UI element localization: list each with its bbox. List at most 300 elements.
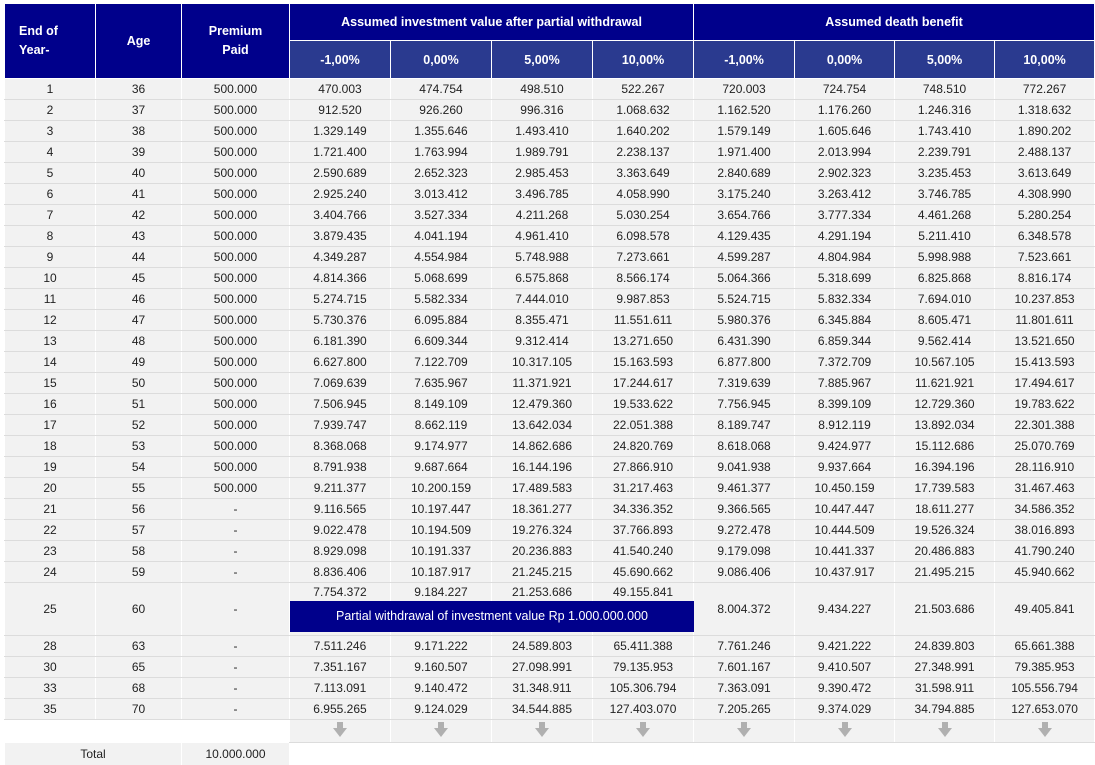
- cell-death-0: 9.421.222: [795, 636, 895, 657]
- cell-inv-0: 8.149.109: [391, 394, 492, 415]
- cell-year: 3: [5, 121, 96, 142]
- cell-death-0: 4.291.194: [795, 226, 895, 247]
- cell-death-neg1: 7.205.265: [694, 699, 795, 720]
- cell-age: 36: [96, 79, 182, 100]
- cell-inv-neg1: 912.520: [290, 100, 391, 121]
- cell-death-5: 6.825.868: [895, 268, 995, 289]
- down-arrow-icon: [434, 728, 448, 737]
- cell-premium: 500.000: [182, 352, 290, 373]
- table-row: [5, 289, 1095, 310]
- cell-inv-10: 1.068.632: [593, 100, 694, 121]
- cell-death-10: 6.348.578: [995, 226, 1095, 247]
- cell-death-5: 9.562.414: [895, 331, 995, 352]
- withdrawal-value: 9.184.227: [391, 585, 491, 599]
- total-row: [5, 743, 1095, 765]
- cell-death-0: 7.372.709: [795, 352, 895, 373]
- cell-year: 1: [5, 79, 96, 100]
- cell-inv-5: 13.642.034: [492, 415, 593, 436]
- cell-inv-0: 5.582.334: [391, 289, 492, 310]
- empty-cell: [182, 720, 290, 743]
- cell-death-5: 20.486.883: [895, 541, 995, 562]
- cell-inv-5: 9.312.414: [492, 331, 593, 352]
- cell-premium: 500.000: [182, 436, 290, 457]
- cell-age: 58: [96, 541, 182, 562]
- cell-death-5: 11.621.921: [895, 373, 995, 394]
- cell-death-5: 5.211.410: [895, 226, 995, 247]
- cell-inv-neg1: 9.022.478: [290, 520, 391, 541]
- cell-death-neg1: 7.756.945: [694, 394, 795, 415]
- cell-inv-10: 6.098.578: [593, 226, 694, 247]
- table-row: [5, 678, 1095, 699]
- cell-death-0: 6.859.344: [795, 331, 895, 352]
- cell-inv-0: 1.355.646: [391, 121, 492, 142]
- cell-inv-5: 1.493.410: [492, 121, 593, 142]
- cell-death-0: 7.885.967: [795, 373, 895, 394]
- cell-age: 49: [96, 352, 182, 373]
- cell-premium: -: [182, 520, 290, 541]
- cell-premium: 500.000: [182, 226, 290, 247]
- cell-inv-10: 4.058.990: [593, 184, 694, 205]
- cell-inv-0: 6.609.344: [391, 331, 492, 352]
- cell-inv-5: 18.361.277: [492, 499, 593, 520]
- cell-age: 70: [96, 699, 182, 720]
- cell-inv-10: 27.866.910: [593, 457, 694, 478]
- cell-inv-5: 6.575.868: [492, 268, 593, 289]
- arrow-cell: [290, 720, 391, 743]
- cell-death-10: 31.467.463: [995, 478, 1095, 499]
- cell-inv-0: 3.527.334: [391, 205, 492, 226]
- cell-inv-10: 37.766.893: [593, 520, 694, 541]
- cell-inv-10: 79.135.953: [593, 657, 694, 678]
- cell-death-5: 748.510: [895, 79, 995, 100]
- cell-inv-10: 2.238.137: [593, 142, 694, 163]
- cell-inv-10: 11.551.611: [593, 310, 694, 331]
- cell-age: 42: [96, 205, 182, 226]
- cell-year: 9: [5, 247, 96, 268]
- cell-death-10: 4.308.990: [995, 184, 1095, 205]
- cell-death-neg1: 9.461.377: [694, 478, 795, 499]
- cell-death-5: 21.495.215: [895, 562, 995, 583]
- cell-year: 21: [5, 499, 96, 520]
- cell-death-0: 8.912.119: [795, 415, 895, 436]
- cell-year: 28: [5, 636, 96, 657]
- cell-inv-neg1: 7.069.639: [290, 373, 391, 394]
- header-rate-inv-neg1: -1,00%: [290, 41, 391, 79]
- cell-inv-0: 3.013.412: [391, 184, 492, 205]
- cell-inv-5: 3.496.785: [492, 184, 593, 205]
- cell-year: 20: [5, 478, 96, 499]
- cell-year: 7: [5, 205, 96, 226]
- cell-death-0: 10.444.509: [795, 520, 895, 541]
- cell-year: 2: [5, 100, 96, 121]
- cell-age: 65: [96, 657, 182, 678]
- cell-death-5: 19.526.324: [895, 520, 995, 541]
- header-rate-death-neg1: -1,00%: [694, 41, 795, 79]
- cell-premium: 500.000: [182, 268, 290, 289]
- cell-inv-neg1: 7.351.167: [290, 657, 391, 678]
- table-row: [5, 499, 1095, 520]
- cell-inv-5: 14.862.686: [492, 436, 593, 457]
- cell-year: 25: [5, 583, 96, 636]
- cell-age: 54: [96, 457, 182, 478]
- cell-age: 60: [96, 583, 182, 636]
- table-row: [5, 352, 1095, 373]
- cell-death-0: 9.937.664: [795, 457, 895, 478]
- table-row: [5, 373, 1095, 394]
- cell-inv-10: 41.540.240: [593, 541, 694, 562]
- cell-premium: 500.000: [182, 478, 290, 499]
- cell-inv-neg1: 7.511.246: [290, 636, 391, 657]
- cell-inv-neg1: 3.879.435: [290, 226, 391, 247]
- cell-death-0: 9.424.977: [795, 436, 895, 457]
- down-arrow-icon: [1038, 728, 1052, 737]
- cell-death-5: 8.605.471: [895, 310, 995, 331]
- arrow-cell: [593, 720, 694, 743]
- cell-death-0: 1.605.646: [795, 121, 895, 142]
- cell-inv-0: 8.662.119: [391, 415, 492, 436]
- cell-inv-5: 20.236.883: [492, 541, 593, 562]
- cell-death-neg1: 9.041.938: [694, 457, 795, 478]
- cell-death-10: 19.783.622: [995, 394, 1095, 415]
- table-row: [5, 121, 1095, 142]
- cell-inv-neg1: 6.955.265: [290, 699, 391, 720]
- table-row: [5, 226, 1095, 247]
- cell-inv-neg1: [290, 583, 391, 636]
- cell-inv-5: 24.589.803: [492, 636, 593, 657]
- cell-premium: 500.000: [182, 205, 290, 226]
- cell-death-5: 12.729.360: [895, 394, 995, 415]
- cell-death-10: 38.016.893: [995, 520, 1095, 541]
- cell-year: 13: [5, 331, 96, 352]
- cell-inv-5: 996.316: [492, 100, 593, 121]
- cell-death-5: 18.611.277: [895, 499, 995, 520]
- cell-inv-neg1: 5.730.376: [290, 310, 391, 331]
- header-rate-inv-5: 5,00%: [492, 41, 593, 79]
- table-row: [5, 541, 1095, 562]
- cell-death-neg1: 9.086.406: [694, 562, 795, 583]
- table-row: [5, 205, 1095, 226]
- withdrawal-row: [5, 583, 1095, 636]
- cell-inv-neg1: 6.627.800: [290, 352, 391, 373]
- total-premium-value: 10.000.000: [182, 743, 290, 765]
- cell-inv-5: 2.985.453: [492, 163, 593, 184]
- cell-inv-10: 5.030.254: [593, 205, 694, 226]
- cell-death-5: 15.112.686: [895, 436, 995, 457]
- cell-inv-10: 45.690.662: [593, 562, 694, 583]
- table-row: [5, 699, 1095, 720]
- down-arrow-icon: [938, 728, 952, 737]
- cell-age: 41: [96, 184, 182, 205]
- arrow-cell: [694, 720, 795, 743]
- cell-death-10: 34.586.352: [995, 499, 1095, 520]
- partial-withdrawal-banner: Partial withdrawal of investment value Rp 1.000.000.000: [290, 601, 694, 632]
- cell-premium: -: [182, 562, 290, 583]
- cell-year: 23: [5, 541, 96, 562]
- cell-age: 39: [96, 142, 182, 163]
- cell-inv-0: 9.160.507: [391, 657, 492, 678]
- cell-death-0: 10.441.337: [795, 541, 895, 562]
- cell-death-neg1: 1.162.520: [694, 100, 795, 121]
- cell-death-neg1: 2.840.689: [694, 163, 795, 184]
- cell-inv-neg1: 3.404.766: [290, 205, 391, 226]
- cell-inv-neg1: 8.929.098: [290, 541, 391, 562]
- cell-inv-0: 1.763.994: [391, 142, 492, 163]
- cell-inv-0: 6.095.884: [391, 310, 492, 331]
- cell-death-neg1: 6.431.390: [694, 331, 795, 352]
- cell-inv-0: 9.174.977: [391, 436, 492, 457]
- cell-inv-5: 34.544.885: [492, 699, 593, 720]
- cell-inv-0: 9.687.664: [391, 457, 492, 478]
- cell-inv-0: 10.197.447: [391, 499, 492, 520]
- cell-inv-5: 4.211.268: [492, 205, 593, 226]
- cell-inv-neg1: 4.814.366: [290, 268, 391, 289]
- cell-death-neg1: 4.129.435: [694, 226, 795, 247]
- cell-age: 50: [96, 373, 182, 394]
- total-label: Total: [5, 743, 182, 765]
- table-row: [5, 268, 1095, 289]
- cell-inv-neg1: 9.116.565: [290, 499, 391, 520]
- cell-inv-10: 17.244.617: [593, 373, 694, 394]
- cell-inv-neg1: 5.274.715: [290, 289, 391, 310]
- cell-age: 52: [96, 415, 182, 436]
- header-premium-paid: Premium Paid: [182, 4, 290, 79]
- cell-death-0: 3.263.412: [795, 184, 895, 205]
- cell-inv-5: 12.479.360: [492, 394, 593, 415]
- cell-death-10: 15.413.593: [995, 352, 1095, 373]
- cell-age: 47: [96, 310, 182, 331]
- cell-death-10: 8.816.174: [995, 268, 1095, 289]
- cell-year: 22: [5, 520, 96, 541]
- withdrawal-value: 7.754.372: [290, 585, 390, 599]
- down-arrow-icon: [737, 728, 751, 737]
- cell-year: 24: [5, 562, 96, 583]
- cell-inv-0: 2.652.323: [391, 163, 492, 184]
- cell-death-5: 5.998.988: [895, 247, 995, 268]
- cell-inv-neg1: 8.791.938: [290, 457, 391, 478]
- cell-year: 30: [5, 657, 96, 678]
- cell-inv-5: 19.276.324: [492, 520, 593, 541]
- cell-death-5: 27.348.991: [895, 657, 995, 678]
- cell-inv-10: 13.271.650: [593, 331, 694, 352]
- cell-death-neg1: 5.980.376: [694, 310, 795, 331]
- cell-inv-10: 65.411.388: [593, 636, 694, 657]
- cell-inv-10: 7.273.661: [593, 247, 694, 268]
- cell-death-10: 1.890.202: [995, 121, 1095, 142]
- cell-death-0: 9.434.227: [795, 583, 895, 636]
- cell-death-5: 2.239.791: [895, 142, 995, 163]
- cell-year: 15: [5, 373, 96, 394]
- cell-inv-neg1: 8.368.068: [290, 436, 391, 457]
- continuation-arrow-row: [5, 720, 1095, 743]
- cell-death-neg1: 9.272.478: [694, 520, 795, 541]
- cell-inv-5: 1.989.791: [492, 142, 593, 163]
- cell-inv-neg1: 7.113.091: [290, 678, 391, 699]
- cell-year: 19: [5, 457, 96, 478]
- benefit-illustration-table: [4, 3, 1095, 765]
- cell-inv-neg1: 9.211.377: [290, 478, 391, 499]
- cell-death-neg1: 8.189.747: [694, 415, 795, 436]
- header-rate-death-5: 5,00%: [895, 41, 995, 79]
- cell-inv-10: 24.820.769: [593, 436, 694, 457]
- cell-inv-neg1: 6.181.390: [290, 331, 391, 352]
- table-row: [5, 636, 1095, 657]
- cell-death-10: 1.318.632: [995, 100, 1095, 121]
- table-row: [5, 415, 1095, 436]
- cell-death-0: 10.450.159: [795, 478, 895, 499]
- cell-inv-neg1: 4.349.287: [290, 247, 391, 268]
- cell-death-neg1: 7.363.091: [694, 678, 795, 699]
- cell-inv-5: 4.961.410: [492, 226, 593, 247]
- cell-death-10: 2.488.137: [995, 142, 1095, 163]
- cell-death-5: 3.746.785: [895, 184, 995, 205]
- cell-inv-neg1: 7.939.747: [290, 415, 391, 436]
- cell-inv-10: 105.306.794: [593, 678, 694, 699]
- cell-age: 46: [96, 289, 182, 310]
- cell-inv-5: 27.098.991: [492, 657, 593, 678]
- cell-age: 44: [96, 247, 182, 268]
- table-row: [5, 520, 1095, 541]
- cell-premium: 500.000: [182, 121, 290, 142]
- table-row: [5, 247, 1095, 268]
- cell-inv-5: 498.510: [492, 79, 593, 100]
- cell-premium: 500.000: [182, 163, 290, 184]
- table-row: [5, 562, 1095, 583]
- cell-death-neg1: 4.599.287: [694, 247, 795, 268]
- cell-inv-0: 7.635.967: [391, 373, 492, 394]
- cell-death-10: 49.405.841: [995, 583, 1095, 636]
- cell-inv-5: 5.748.988: [492, 247, 593, 268]
- cell-death-5: 1.743.410: [895, 121, 995, 142]
- cell-year: 17: [5, 415, 96, 436]
- cell-premium: 500.000: [182, 184, 290, 205]
- cell-death-10: 41.790.240: [995, 541, 1095, 562]
- cell-death-neg1: 5.524.715: [694, 289, 795, 310]
- cell-death-10: 17.494.617: [995, 373, 1095, 394]
- arrow-cell: [492, 720, 593, 743]
- cell-inv-0: 10.191.337: [391, 541, 492, 562]
- cell-inv-0: 5.068.699: [391, 268, 492, 289]
- withdrawal-value: 21.253.686: [492, 585, 592, 599]
- cell-death-5: 3.235.453: [895, 163, 995, 184]
- cell-death-10: 45.940.662: [995, 562, 1095, 583]
- cell-death-neg1: 7.601.167: [694, 657, 795, 678]
- cell-premium: -: [182, 499, 290, 520]
- cell-death-neg1: 3.654.766: [694, 205, 795, 226]
- cell-death-10: 28.116.910: [995, 457, 1095, 478]
- cell-inv-0: 10.187.917: [391, 562, 492, 583]
- cell-inv-0: 10.200.159: [391, 478, 492, 499]
- cell-premium: 500.000: [182, 247, 290, 268]
- table-row: [5, 142, 1095, 163]
- cell-premium: 500.000: [182, 100, 290, 121]
- cell-death-10: 772.267: [995, 79, 1095, 100]
- cell-age: 48: [96, 331, 182, 352]
- cell-premium: -: [182, 678, 290, 699]
- cell-premium: -: [182, 699, 290, 720]
- cell-inv-10: 34.336.352: [593, 499, 694, 520]
- cell-death-5: 13.892.034: [895, 415, 995, 436]
- cell-age: 37: [96, 100, 182, 121]
- cell-death-0: 4.804.984: [795, 247, 895, 268]
- cell-death-0: 9.374.029: [795, 699, 895, 720]
- illustration-table-container: [4, 3, 1095, 737]
- table-body: [5, 79, 1095, 765]
- cell-year: 18: [5, 436, 96, 457]
- cell-death-5: 7.694.010: [895, 289, 995, 310]
- cell-death-5: 24.839.803: [895, 636, 995, 657]
- cell-inv-neg1: 8.836.406: [290, 562, 391, 583]
- cell-inv-neg1: 1.721.400: [290, 142, 391, 163]
- cell-inv-5: 16.144.196: [492, 457, 593, 478]
- header-death-benefit: Assumed death benefit: [694, 4, 1095, 41]
- cell-premium: -: [182, 636, 290, 657]
- cell-inv-5: 31.348.911: [492, 678, 593, 699]
- cell-death-10: 127.653.070: [995, 699, 1095, 720]
- cell-age: 59: [96, 562, 182, 583]
- cell-inv-5: 11.371.921: [492, 373, 593, 394]
- cell-death-5: 1.246.316: [895, 100, 995, 121]
- header-rate-death-10: 10,00%: [995, 41, 1095, 79]
- cell-year: 33: [5, 678, 96, 699]
- cell-year: 6: [5, 184, 96, 205]
- table-row: [5, 394, 1095, 415]
- table-row: [5, 184, 1095, 205]
- down-arrow-icon: [636, 728, 650, 737]
- cell-year: 14: [5, 352, 96, 373]
- cell-death-neg1: 1.579.149: [694, 121, 795, 142]
- cell-death-0: 10.447.447: [795, 499, 895, 520]
- header-investment-value: Assumed investment value after partial withdrawal: [290, 4, 694, 41]
- cell-age: 57: [96, 520, 182, 541]
- cell-death-neg1: 5.064.366: [694, 268, 795, 289]
- cell-age: 38: [96, 121, 182, 142]
- cell-death-0: 2.902.323: [795, 163, 895, 184]
- table-row: [5, 478, 1095, 499]
- cell-inv-10: 1.640.202: [593, 121, 694, 142]
- cell-death-neg1: 7.319.639: [694, 373, 795, 394]
- cell-death-neg1: 9.179.098: [694, 541, 795, 562]
- cell-year: 16: [5, 394, 96, 415]
- cell-age: 68: [96, 678, 182, 699]
- cell-inv-10: 8.566.174: [593, 268, 694, 289]
- cell-death-5: 4.461.268: [895, 205, 995, 226]
- cell-year: 12: [5, 310, 96, 331]
- empty-cell: [290, 743, 1095, 765]
- header-end-of-year: End of Year-: [5, 4, 96, 79]
- cell-death-10: 22.301.388: [995, 415, 1095, 436]
- cell-year: 4: [5, 142, 96, 163]
- cell-death-10: 11.801.611: [995, 310, 1095, 331]
- empty-cell: [96, 720, 182, 743]
- cell-premium: -: [182, 583, 290, 636]
- cell-year: 35: [5, 699, 96, 720]
- cell-death-0: 5.832.334: [795, 289, 895, 310]
- cell-death-5: 21.503.686: [895, 583, 995, 636]
- table-row: [5, 79, 1095, 100]
- cell-inv-10: 3.363.649: [593, 163, 694, 184]
- cell-inv-0: 4.554.984: [391, 247, 492, 268]
- cell-death-10: 79.385.953: [995, 657, 1095, 678]
- table-row: [5, 310, 1095, 331]
- cell-inv-0: 9.124.029: [391, 699, 492, 720]
- cell-death-5: 17.739.583: [895, 478, 995, 499]
- cell-premium: 500.000: [182, 457, 290, 478]
- cell-inv-neg1: 1.329.149: [290, 121, 391, 142]
- table-row: [5, 457, 1095, 478]
- cell-inv-0: 7.122.709: [391, 352, 492, 373]
- down-arrow-icon: [838, 728, 852, 737]
- cell-inv-10: 22.051.388: [593, 415, 694, 436]
